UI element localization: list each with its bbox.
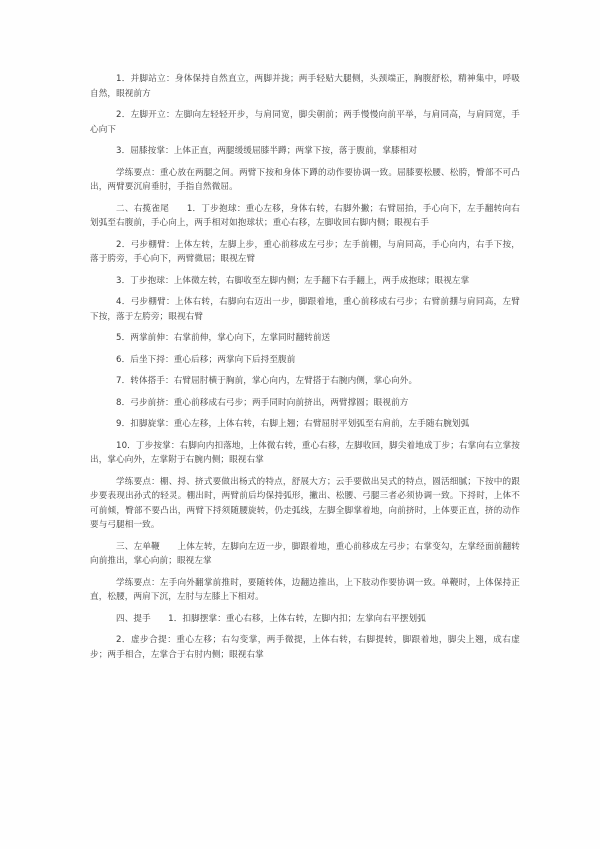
paragraph: 8．弓步前挤：重心前移成右弓步；两手同时向前挤出，两臂撑圆；眼视前方	[116, 397, 409, 408]
paragraph: 3．丁步抱球：上体微左转，右脚收至左脚内侧；左手翻下右手翻上，两手成抱球；眼视左掌	[116, 275, 470, 286]
paragraph: 三、左单鞭 上体左转，左脚向左迈一步，脚跟着地，重心前移成左弓步；右掌变勾，左掌经面前翻转向前推出，掌心向前；眼视左掌	[90, 541, 520, 566]
paragraph: 7．转体搭手：右臂屈肘横于胸前，掌心向内，左臂搭于右腕内侧，掌心向外。	[116, 376, 418, 386]
paragraph: 学练要点：重心放在两腿之间。两臂下按和身体下蹲的动作要协调一致。屈膝要松腰、松胯，臀部不可凸出，两臂要沉肩垂肘，手指自然微屈。	[90, 167, 520, 192]
document-body	[90, 72, 520, 669]
paragraph: 6．后坐下捋：重心后移；两掌向下后捋至腹前	[116, 354, 296, 365]
paragraph: 5．两掌前伸：右掌前伸，掌心向下，左掌同时翻转前送	[116, 333, 331, 343]
paragraph: 9．扣脚旋掌：重心左移，上体右转，右脚上翘；右臂屈肘平划弧至右肩前，左手随右腕划弧	[116, 419, 470, 429]
paragraph: 3．屈膝按掌：上体正直，两腿缓缓屈膝半蹲；两掌下按，落于腹前，掌膝相对	[116, 146, 418, 156]
paragraph: 四、提手 1．扣脚摆掌：重心右移，上体右转，左脚内扣；左掌向右平摆划弧	[116, 613, 426, 624]
paragraph: 10．丁步按掌：右脚向内扣落地，上体微右转，重心右移，左脚收回，脚尖着地成丁步；右掌向右立掌按出，掌心向外，左掌附于右腕内侧；眼视右掌	[90, 440, 520, 465]
paragraph: 2．弓步棚臂：上体左转，左脚上步，重心前移成左弓步；左手前棚，与肩同高，手心向内，右手下按，落于胯旁，手心向下，两臂微屈；眼视左臂	[90, 239, 520, 264]
paragraph: 学练要点：左手向外翻掌前推时，要随转体，边翻边推出，上下肢动作要协调一致。单鞭时，上体保持正直，松腰，两肩下沉，左肘与左膝上下相对。	[90, 577, 520, 602]
paragraph: 4．弓步棚臂：上体右转，右脚向右迈出一步，脚跟着地，重心前移成右弓步；右臂前掤与肩同高，左臂下按，落于左胯旁；眼视右臂	[90, 297, 520, 322]
paragraph: 2．虚步合提：重心左移；右勾变掌，两手微提，上体右转，右脚提转，脚跟着地，脚尖上翘，成右虚步；两手相合，左掌合于右肘内侧；眼视右掌	[90, 635, 520, 660]
paragraph: 学练要点：棚、捋、挤式要做出杨式的特点，舒展大方；云手要做出吴式的特点，圆活细腻；下按中的跟步要表现出孙式的轻灵。棚出时，两臂前后均保持弧形，撇出、松腰、弓腿三者必须协调一致。下捋时，上体不可前倾，臀部不要凸出，两臂下捋须随腰旋转，仍走弧线，左脚全脚掌着地，向前挤时，上体要正直，挤的动作要与弓腿相一致。	[90, 476, 520, 530]
paragraph: 1．并脚站立：身体保持自然直立，两脚并拢；两手轻贴大腿侧，头颈端正，胸腹舒松，精神集中，呼吸自然，眼视前方	[90, 74, 520, 99]
paragraph: 2．左脚开立：左脚向左轻轻开步，与肩同宽，脚尖朝前；两手慢慢向前平举，与肩同高，与肩同宽，手心向下	[90, 110, 520, 135]
paragraph: 二、右揽雀尾 1．丁步抱球：重心左移，身体右转，右脚外撇；右臂屈抬，手心向下，左手翻转向右划弧至右腹前，手心向上，两手相对如抱球状；重心右移，左脚收回右脚内侧；眼视右手	[90, 203, 520, 228]
